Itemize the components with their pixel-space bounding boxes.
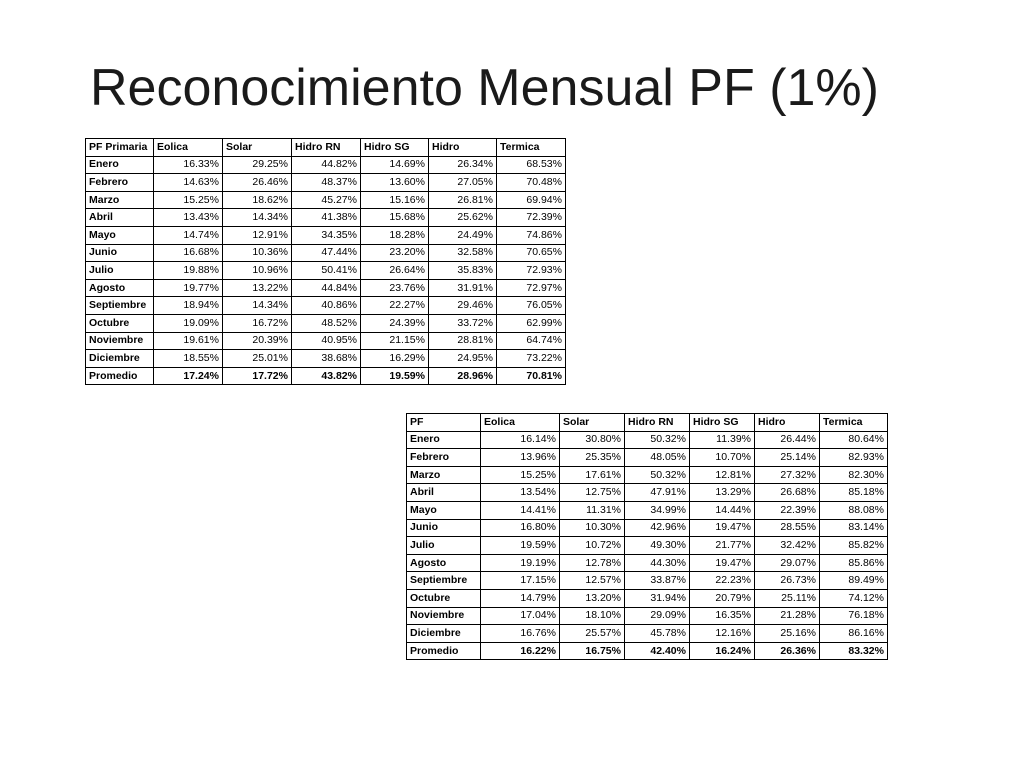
month-label-cell: Diciembre: [86, 350, 154, 368]
percentage-cell: 64.74%: [497, 332, 566, 350]
percentage-cell: 76.05%: [497, 297, 566, 315]
percentage-cell: 88.08%: [820, 501, 888, 519]
percentage-cell: 12.16%: [690, 625, 755, 643]
table-row: [407, 431, 888, 449]
percentage-cell: 22.39%: [755, 501, 820, 519]
percentage-cell: 22.27%: [361, 297, 429, 315]
month-label-cell: Mayo: [407, 501, 481, 519]
table-row: [86, 226, 566, 244]
percentage-cell: 74.12%: [820, 589, 888, 607]
percentage-cell: 47.91%: [625, 484, 690, 502]
month-label-cell: Noviembre: [86, 332, 154, 350]
table-row: [86, 174, 566, 192]
table-row: [407, 607, 888, 625]
percentage-cell: 16.33%: [154, 156, 223, 174]
percentage-cell: 70.81%: [497, 367, 566, 385]
month-label-cell: Febrero: [86, 174, 154, 192]
month-label-cell: Mayo: [86, 226, 154, 244]
percentage-cell: 22.23%: [690, 572, 755, 590]
percentage-cell: 19.09%: [154, 314, 223, 332]
percentage-cell: 38.68%: [292, 350, 361, 368]
percentage-cell: 49.30%: [625, 537, 690, 555]
pf-primaria-table: [85, 138, 566, 385]
percentage-cell: 19.77%: [154, 279, 223, 297]
column-header: Eolica: [154, 139, 223, 157]
month-label-cell: Febrero: [407, 449, 481, 467]
percentage-cell: 14.41%: [481, 501, 560, 519]
column-header: Hidro: [755, 414, 820, 432]
table-row: [407, 484, 888, 502]
percentage-cell: 85.82%: [820, 537, 888, 555]
percentage-cell: 23.20%: [361, 244, 429, 262]
percentage-cell: 50.41%: [292, 262, 361, 280]
percentage-cell: 45.27%: [292, 191, 361, 209]
percentage-cell: 15.16%: [361, 191, 429, 209]
percentage-cell: 18.62%: [223, 191, 292, 209]
month-label-cell: Promedio: [407, 642, 481, 660]
percentage-cell: 24.39%: [361, 314, 429, 332]
percentage-cell: 16.68%: [154, 244, 223, 262]
month-label-cell: Octubre: [407, 589, 481, 607]
percentage-cell: 26.46%: [223, 174, 292, 192]
month-label-cell: Enero: [86, 156, 154, 174]
percentage-cell: 82.30%: [820, 466, 888, 484]
percentage-cell: 72.93%: [497, 262, 566, 280]
percentage-cell: 83.32%: [820, 642, 888, 660]
percentage-cell: 15.25%: [481, 466, 560, 484]
column-header: PF Primaria: [86, 139, 154, 157]
table-row: [407, 625, 888, 643]
table-row: [407, 466, 888, 484]
column-header: Solar: [560, 414, 625, 432]
percentage-cell: 25.01%: [223, 350, 292, 368]
slide-title: Reconocimiento Mensual PF (1%): [90, 59, 879, 117]
percentage-cell: 16.29%: [361, 350, 429, 368]
percentage-cell: 85.86%: [820, 554, 888, 572]
table-header-row: [86, 139, 566, 157]
column-header: PF: [407, 414, 481, 432]
percentage-cell: 29.25%: [223, 156, 292, 174]
percentage-cell: 33.87%: [625, 572, 690, 590]
percentage-cell: 74.86%: [497, 226, 566, 244]
percentage-cell: 12.57%: [560, 572, 625, 590]
pf-table: [406, 413, 888, 660]
percentage-cell: 12.91%: [223, 226, 292, 244]
percentage-cell: 48.52%: [292, 314, 361, 332]
percentage-cell: 14.44%: [690, 501, 755, 519]
percentage-cell: 86.16%: [820, 625, 888, 643]
month-label-cell: Agosto: [407, 554, 481, 572]
column-header: Termica: [820, 414, 888, 432]
column-header: Termica: [497, 139, 566, 157]
month-label-cell: Agosto: [86, 279, 154, 297]
percentage-cell: 25.35%: [560, 449, 625, 467]
percentage-cell: 29.09%: [625, 607, 690, 625]
percentage-cell: 31.94%: [625, 589, 690, 607]
percentage-cell: 69.94%: [497, 191, 566, 209]
percentage-cell: 82.93%: [820, 449, 888, 467]
percentage-cell: 41.38%: [292, 209, 361, 227]
table-row: [86, 244, 566, 262]
percentage-cell: 48.05%: [625, 449, 690, 467]
month-label-cell: Noviembre: [407, 607, 481, 625]
month-label-cell: Julio: [407, 537, 481, 555]
percentage-cell: 28.55%: [755, 519, 820, 537]
percentage-cell: 76.18%: [820, 607, 888, 625]
month-label-cell: Marzo: [86, 191, 154, 209]
percentage-cell: 26.34%: [429, 156, 497, 174]
table-row: [86, 297, 566, 315]
percentage-cell: 32.42%: [755, 537, 820, 555]
percentage-cell: 26.81%: [429, 191, 497, 209]
percentage-cell: 62.99%: [497, 314, 566, 332]
percentage-cell: 13.54%: [481, 484, 560, 502]
percentage-cell: 17.61%: [560, 466, 625, 484]
column-header: Hidro SG: [361, 139, 429, 157]
percentage-cell: 17.15%: [481, 572, 560, 590]
percentage-cell: 16.80%: [481, 519, 560, 537]
percentage-cell: 40.95%: [292, 332, 361, 350]
percentage-cell: 16.14%: [481, 431, 560, 449]
percentage-cell: 12.81%: [690, 466, 755, 484]
month-label-cell: Junio: [407, 519, 481, 537]
average-row: [407, 642, 888, 660]
percentage-cell: 19.59%: [481, 537, 560, 555]
percentage-cell: 12.78%: [560, 554, 625, 572]
column-header: Eolica: [481, 414, 560, 432]
percentage-cell: 10.30%: [560, 519, 625, 537]
percentage-cell: 70.65%: [497, 244, 566, 262]
percentage-cell: 13.29%: [690, 484, 755, 502]
table-row: [407, 554, 888, 572]
month-label-cell: Junio: [86, 244, 154, 262]
month-label-cell: Julio: [86, 262, 154, 280]
column-header: Hidro RN: [292, 139, 361, 157]
percentage-cell: 26.73%: [755, 572, 820, 590]
table-row: [86, 279, 566, 297]
percentage-cell: 13.20%: [560, 589, 625, 607]
percentage-cell: 16.35%: [690, 607, 755, 625]
percentage-cell: 42.40%: [625, 642, 690, 660]
percentage-cell: 45.78%: [625, 625, 690, 643]
percentage-cell: 23.76%: [361, 279, 429, 297]
percentage-cell: 30.80%: [560, 431, 625, 449]
percentage-cell: 50.32%: [625, 466, 690, 484]
percentage-cell: 29.07%: [755, 554, 820, 572]
percentage-cell: 14.74%: [154, 226, 223, 244]
percentage-cell: 15.25%: [154, 191, 223, 209]
percentage-cell: 42.96%: [625, 519, 690, 537]
percentage-cell: 48.37%: [292, 174, 361, 192]
percentage-cell: 50.32%: [625, 431, 690, 449]
percentage-cell: 17.24%: [154, 367, 223, 385]
percentage-cell: 19.47%: [690, 519, 755, 537]
percentage-cell: 33.72%: [429, 314, 497, 332]
percentage-cell: 15.68%: [361, 209, 429, 227]
month-label-cell: Abril: [407, 484, 481, 502]
column-header: Hidro: [429, 139, 497, 157]
table-row: [86, 314, 566, 332]
percentage-cell: 18.55%: [154, 350, 223, 368]
percentage-cell: 25.62%: [429, 209, 497, 227]
percentage-cell: 73.22%: [497, 350, 566, 368]
percentage-cell: 18.28%: [361, 226, 429, 244]
percentage-cell: 72.97%: [497, 279, 566, 297]
percentage-cell: 85.18%: [820, 484, 888, 502]
average-row: [86, 367, 566, 385]
percentage-cell: 28.81%: [429, 332, 497, 350]
percentage-cell: 44.82%: [292, 156, 361, 174]
percentage-cell: 14.34%: [223, 209, 292, 227]
table-row: [86, 332, 566, 350]
percentage-cell: 26.44%: [755, 431, 820, 449]
percentage-cell: 17.04%: [481, 607, 560, 625]
percentage-cell: 83.14%: [820, 519, 888, 537]
percentage-cell: 19.59%: [361, 367, 429, 385]
percentage-cell: 27.32%: [755, 466, 820, 484]
column-header: Solar: [223, 139, 292, 157]
percentage-cell: 10.36%: [223, 244, 292, 262]
percentage-cell: 28.96%: [429, 367, 497, 385]
percentage-cell: 25.16%: [755, 625, 820, 643]
percentage-cell: 14.79%: [481, 589, 560, 607]
percentage-cell: 24.49%: [429, 226, 497, 244]
percentage-cell: 11.39%: [690, 431, 755, 449]
percentage-cell: 11.31%: [560, 501, 625, 519]
table-row: [86, 350, 566, 368]
percentage-cell: 43.82%: [292, 367, 361, 385]
percentage-cell: 20.79%: [690, 589, 755, 607]
percentage-cell: 80.64%: [820, 431, 888, 449]
percentage-cell: 13.96%: [481, 449, 560, 467]
percentage-cell: 20.39%: [223, 332, 292, 350]
percentage-cell: 24.95%: [429, 350, 497, 368]
table-row: [407, 501, 888, 519]
percentage-cell: 35.83%: [429, 262, 497, 280]
percentage-cell: 10.70%: [690, 449, 755, 467]
percentage-cell: 19.19%: [481, 554, 560, 572]
percentage-cell: 25.11%: [755, 589, 820, 607]
percentage-cell: 47.44%: [292, 244, 361, 262]
month-label-cell: Octubre: [86, 314, 154, 332]
percentage-cell: 16.22%: [481, 642, 560, 660]
percentage-cell: 16.72%: [223, 314, 292, 332]
month-label-cell: Abril: [86, 209, 154, 227]
percentage-cell: 44.30%: [625, 554, 690, 572]
percentage-cell: 26.68%: [755, 484, 820, 502]
percentage-cell: 16.24%: [690, 642, 755, 660]
table-row: [407, 519, 888, 537]
percentage-cell: 16.75%: [560, 642, 625, 660]
percentage-cell: 13.22%: [223, 279, 292, 297]
percentage-cell: 34.35%: [292, 226, 361, 244]
percentage-cell: 14.34%: [223, 297, 292, 315]
percentage-cell: 21.15%: [361, 332, 429, 350]
percentage-cell: 27.05%: [429, 174, 497, 192]
percentage-cell: 68.53%: [497, 156, 566, 174]
percentage-cell: 13.43%: [154, 209, 223, 227]
table-row: [86, 191, 566, 209]
table-row: [86, 156, 566, 174]
percentage-cell: 21.77%: [690, 537, 755, 555]
table-row: [407, 572, 888, 590]
table-row: [407, 449, 888, 467]
percentage-cell: 31.91%: [429, 279, 497, 297]
percentage-cell: 26.36%: [755, 642, 820, 660]
month-label-cell: Septiembre: [407, 572, 481, 590]
percentage-cell: 70.48%: [497, 174, 566, 192]
percentage-cell: 13.60%: [361, 174, 429, 192]
percentage-cell: 12.75%: [560, 484, 625, 502]
percentage-cell: 16.76%: [481, 625, 560, 643]
table-header-row: [407, 414, 888, 432]
percentage-cell: 32.58%: [429, 244, 497, 262]
percentage-cell: 89.49%: [820, 572, 888, 590]
percentage-cell: 72.39%: [497, 209, 566, 227]
percentage-cell: 18.10%: [560, 607, 625, 625]
percentage-cell: 18.94%: [154, 297, 223, 315]
percentage-cell: 25.14%: [755, 449, 820, 467]
percentage-cell: 14.69%: [361, 156, 429, 174]
table-row: [407, 537, 888, 555]
month-label-cell: Diciembre: [407, 625, 481, 643]
percentage-cell: 19.47%: [690, 554, 755, 572]
percentage-cell: 34.99%: [625, 501, 690, 519]
percentage-cell: 14.63%: [154, 174, 223, 192]
percentage-cell: 44.84%: [292, 279, 361, 297]
column-header: Hidro RN: [625, 414, 690, 432]
percentage-cell: 10.96%: [223, 262, 292, 280]
percentage-cell: 19.88%: [154, 262, 223, 280]
percentage-cell: 10.72%: [560, 537, 625, 555]
percentage-cell: 26.64%: [361, 262, 429, 280]
percentage-cell: 19.61%: [154, 332, 223, 350]
percentage-cell: 17.72%: [223, 367, 292, 385]
percentage-cell: 29.46%: [429, 297, 497, 315]
month-label-cell: Promedio: [86, 367, 154, 385]
table-row: [86, 209, 566, 227]
percentage-cell: 40.86%: [292, 297, 361, 315]
table-row: [86, 262, 566, 280]
percentage-cell: 25.57%: [560, 625, 625, 643]
month-label-cell: Enero: [407, 431, 481, 449]
percentage-cell: 21.28%: [755, 607, 820, 625]
month-label-cell: Marzo: [407, 466, 481, 484]
table-row: [407, 589, 888, 607]
month-label-cell: Septiembre: [86, 297, 154, 315]
column-header: Hidro SG: [690, 414, 755, 432]
